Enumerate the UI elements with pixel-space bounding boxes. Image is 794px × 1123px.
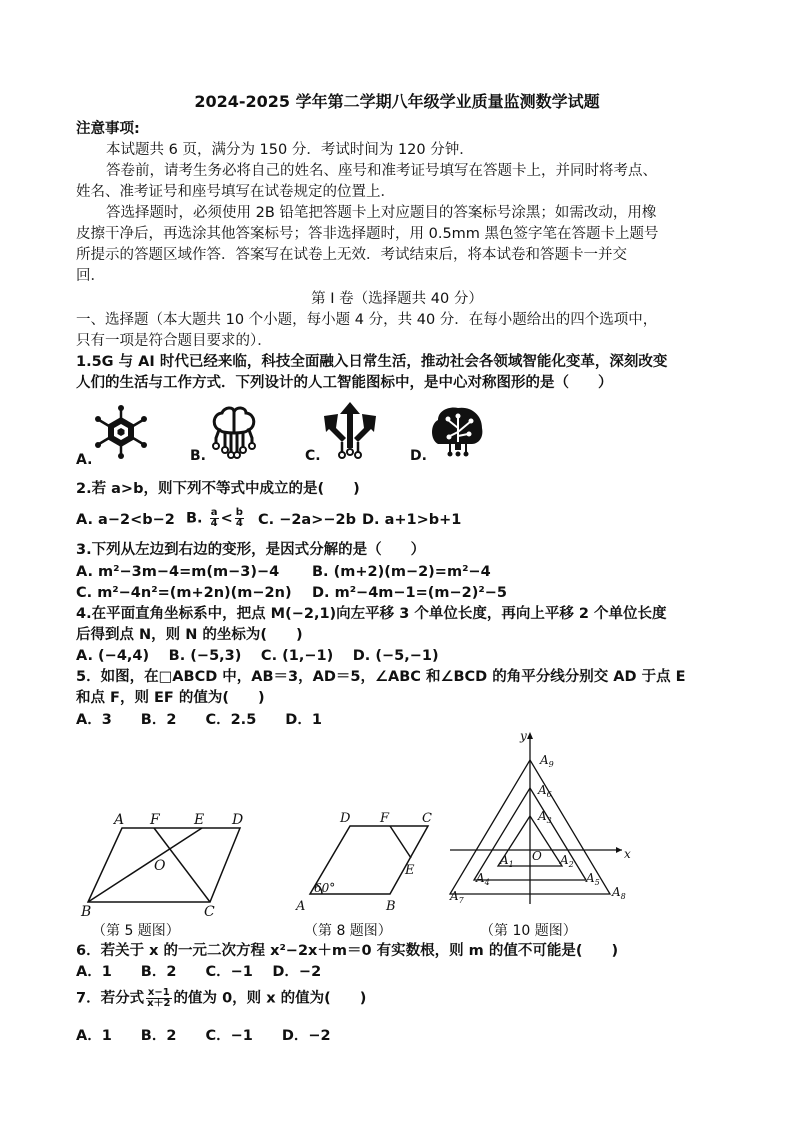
fig8-label-a: A [296, 899, 306, 914]
q3-option-d: D. m²−4m−1=(m−2)²−5 [312, 585, 507, 601]
q2-option-b-label: B. [186, 510, 203, 527]
q1-option-a: A. [76, 452, 93, 468]
figure-10-caption: （第 10 题图） [480, 923, 577, 939]
fig5-label-d: D [232, 812, 244, 828]
fraction-numerator: a [210, 507, 218, 518]
notice-heading: 注意事项: [76, 121, 140, 137]
fig8-angle-label: 60° [314, 881, 336, 895]
svg-text:A3 [537, 809, 552, 825]
q5-line1: 5．如图，在□ABCD 中，AB＝3，AD＝5，∠ABC 和∠BCD 的角平分线分别交 AD 于点 E [76, 669, 686, 685]
q1-line2: 人们的生活与工作方式．下列设计的人工智能图标中，是中心对称图形的是（ ） [76, 375, 613, 391]
svg-text:A7 [449, 889, 465, 905]
fig10-a4-sub: 4 [484, 878, 490, 887]
fraction-numerator: x−1 [147, 987, 170, 998]
q1-option-d: D. [410, 448, 427, 464]
fraction-denominator: x＋2 [147, 998, 171, 1009]
fig10-a3-sub: 3 [546, 816, 552, 825]
fig10-a1: A [500, 853, 509, 867]
fig10-a5: A [586, 871, 595, 885]
q4-line1: 4.在平面直角坐标系中，把点 M(−2,1)向左平移 3 个单位长度，再向上平移 2 个单位长度 [76, 606, 667, 622]
brain-tree-icon [428, 404, 486, 460]
q2-option-b [186, 508, 246, 529]
fig5-label-o: O [154, 858, 166, 874]
fig5-label-f: F [150, 812, 160, 828]
q6-options: A．1 B．2 C．−1 D．−2 [76, 964, 322, 980]
fig10-a2: A [560, 853, 569, 867]
figure-8-rhombus [290, 808, 440, 918]
fig10-a5-sub: 5 [594, 878, 600, 887]
section1-line2: 只有一项是符合题目要求的）． [76, 333, 272, 349]
section1-line1: 一、选择题（本大题共 10 个小题，每小题 4 分，共 40 分．在每小题给出的四个选项中， [76, 312, 658, 328]
q3-option-b: B. (m+2)(m−2)=m²−4 [312, 564, 491, 580]
q3-option-c: C. m²−4n²=(m+2n)(m−2n) [76, 585, 292, 601]
fig8-label-f: F [380, 811, 390, 826]
notice-p3-line4: 回． [76, 268, 105, 284]
fig10-origin: O [532, 849, 542, 863]
q2-fraction-a-over-4 [210, 508, 219, 529]
fig8-label-e: E [405, 863, 415, 878]
figure-8-caption: （第 8 题图） [304, 923, 392, 939]
q4-options: A. (−4,4) B. (−5,3) C. (1,−1) D. (−5,−1) [76, 648, 439, 664]
q1-line1: 1.5G 与 AI 时代已经来临，科技全面融入日常生活，推动社会各领域智能化变革，深刻改变 [76, 354, 668, 370]
fig8-label-c: C [422, 811, 432, 826]
figure-5-parallelogram [76, 806, 256, 916]
q5-line2: 和点 F，则 EF 的值为( ) [76, 690, 265, 706]
q5-options: A．3 B．2 C．2.5 D．1 [76, 712, 322, 728]
fig8-label-b: B [386, 899, 396, 914]
q2-option-d: D. a+1>b+1 [362, 512, 462, 528]
figure-5-caption: （第 5 题图） [92, 923, 180, 939]
fraction-denominator: 4 [210, 518, 218, 529]
fig5-label-e: E [194, 812, 205, 828]
svg-text:A8 [611, 885, 626, 901]
q7-fraction [146, 988, 171, 1009]
q2-option-c: C. −2a>−2b [258, 512, 356, 528]
q7-options: A．1 B．2 C．−1 D．−2 [76, 1028, 331, 1044]
fig5-label-c: C [204, 904, 215, 916]
notice-p3-line2: 皮擦干净后，再选涂其他答案标号；答非选择题时，用 0.5mm 黑色签字笔在答题卡上题号 [76, 226, 659, 242]
q4-line2: 后得到点 N，则 N 的坐标为( ) [76, 627, 303, 643]
q7-stem-pre: 7．若分式 [76, 990, 145, 1007]
notice-p3-line3: 所提示的答题区域作答．答案写在试卷上无效．考试结束后，将本试卷和答题卡一并交 [76, 247, 627, 263]
notice-p3-line1: 答选择题时，必须使用 2B 铅笔把答题卡上对应题目的答案标号涂黑；如需改动，用橡 [106, 205, 657, 221]
svg-text:A1 [499, 853, 514, 869]
q2-option-a: A. a−2<b−2 [76, 512, 175, 528]
fig10-a8: A [612, 885, 621, 899]
q7-stem-post: 的值为 0，则 x 的值为( ) [173, 990, 367, 1007]
fig10-a3: A [538, 809, 547, 823]
exam-title: 2024-2025 学年第二学期八年级学业质量监测数学试题 [194, 92, 600, 111]
fig10-axis-x: x [624, 847, 631, 861]
notice-p2-line1: 答卷前，请考生务必将自己的姓名、座号和准考证号填写在答题卡上，并同时将考点、 [106, 163, 657, 179]
fig5-label-b: B [81, 904, 92, 916]
q1-option-b: B. [190, 448, 206, 464]
part1-heading: 第 Ⅰ 卷（选择题共 40 分） [311, 291, 483, 307]
fig10-a9-sub: 9 [548, 760, 554, 769]
fig10-a6-sub: 6 [546, 790, 552, 799]
fig10-a4: A [476, 871, 485, 885]
notice-p2-line2: 姓名、准考证号和座号填写在试卷规定的位置上． [76, 184, 395, 200]
q3-option-a: A. m²−3m−4=m(m−3)−4 [76, 564, 280, 580]
q1-option-c: C. [305, 448, 321, 464]
fig10-a8-sub: 8 [620, 892, 626, 901]
branching-arrows-icon [322, 402, 378, 460]
q2-relation: < [220, 510, 233, 527]
fig5-label-a: A [114, 812, 125, 828]
q6-stem: 6．若关于 x 的一元二次方程 x²−2x＋m＝0 有实数根，则 m 的值不可能是( ) [76, 943, 619, 959]
fig10-a9: A [540, 753, 549, 767]
fig10-a7-sub: 7 [458, 896, 464, 905]
fig10-axis-y: y [520, 730, 527, 743]
q3-stem: 3.下列从左边到右边的变形，是因式分解的是（ ） [76, 542, 426, 558]
fig10-a7: A [450, 889, 459, 903]
notice-p1: 本试题共 6 页，满分为 150 分．考试时间为 120 分钟． [106, 142, 474, 158]
brain-circuit-icon [206, 404, 262, 460]
svg-text:A9 [539, 753, 554, 769]
fig10-a2-sub: 2 [568, 860, 574, 869]
fraction-numerator: b [235, 507, 243, 518]
figure-10-triangles [446, 730, 636, 910]
q2-fraction-b-over-4 [235, 508, 244, 529]
q7-stem [76, 988, 366, 1009]
fig10-a1-sub: 1 [508, 860, 514, 869]
chip-network-icon [93, 404, 149, 460]
q2-stem: 2.若 a>b，则下列不等式中成立的是( ) [76, 481, 360, 497]
fig8-label-d: D [340, 811, 351, 826]
svg-text:A4 [475, 871, 490, 887]
svg-text:A6 [537, 783, 552, 799]
fraction-denominator: 4 [235, 518, 243, 529]
fig10-a6: A [538, 783, 547, 797]
